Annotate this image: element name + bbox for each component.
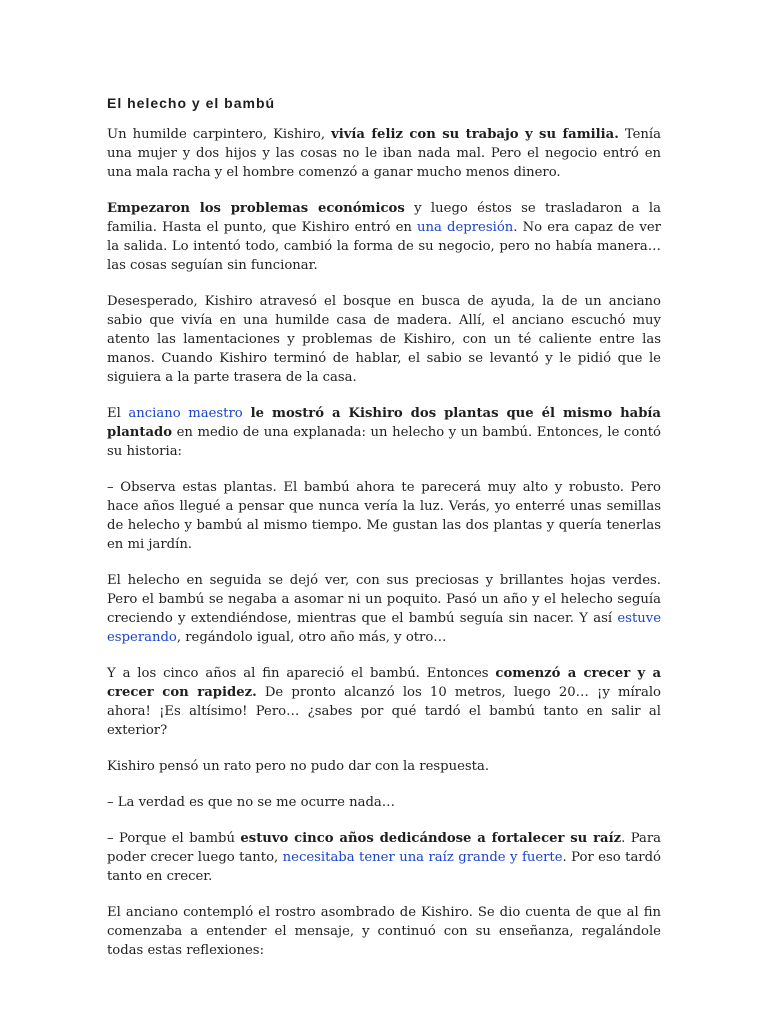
paragraph [107, 829, 661, 886]
text-run: Y a los cinco años al fin apareció el bambú. Entonces [107, 666, 496, 681]
text-run: . Por eso tardó tanto en crecer. [107, 850, 661, 884]
text-run: . Para poder crecer luego tanto, [107, 831, 661, 865]
paragraph [107, 571, 661, 647]
text-run: – Observa estas plantas. El bambú ahora te parecerá muy alto y robusto. Pero hace años llegué a pensar que nunca vería la luz. Verás, yo enterré unas semillas de helecho y bambú al mismo tiempo. Me gustan las dos plantas y quería tenerlas en mi jardín. [107, 480, 661, 552]
text-link[interactable]: anciano maestro [128, 406, 243, 421]
text-run: El [107, 406, 129, 421]
text-run: – La verdad es que no se me ocurre nada… [107, 795, 395, 810]
text-run: De pronto alcanzó los 10 metros, luego 20… ¡y míralo ahora! ¡Es altísimo! Pero… ¿sabes por qué tardó el bambú tanto en salir al exterior? [107, 685, 661, 738]
document-title: El helecho y el bambú [107, 95, 276, 111]
text-link[interactable]: estuve esperando [107, 611, 661, 645]
paragraph [107, 793, 661, 812]
text-link[interactable]: necesitaba tener una raíz grande y fuerte [282, 850, 563, 865]
text-run: Un humilde carpintero, Kishiro, [107, 127, 332, 142]
text-run: El helecho en seguida se dejó ver, con sus preciosas y brillantes hojas verdes. Pero el bambú se negaba a asomar ni un poquito. Pasó un año y el helecho seguía creciendo y extendiéndose, mientras que el bambú seguía sin nacer. Y así [107, 573, 661, 626]
text-link[interactable]: una depresión [417, 220, 514, 235]
bold-text: le mostró a Kishiro dos plantas que él mismo había plantado [107, 406, 661, 440]
bold-text: Empezaron los problemas económicos [107, 201, 405, 216]
paragraph [107, 404, 661, 461]
paragraph [107, 664, 661, 740]
paragraph [107, 292, 661, 387]
paragraph [107, 125, 661, 182]
text-run: Desesperado, Kishiro atravesó el bosque en busca de ayuda, la de un anciano sabio que vivía en una humilde casa de madera. Allí, el anciano escuchó muy atento las lamentaciones y problemas de Kishiro, con un té caliente entre las manos. Cuando Kishiro terminó de hablar, el sabio se levantó y le pidió que le siguiera a la parte trasera de la casa. [107, 294, 661, 385]
text-run: Tenía una mujer y dos hijos y las cosas no le iban nada mal. Pero el negocio entró en una mala racha y el hombre comenzó a ganar mucho menos dinero. [107, 127, 661, 180]
text-run: en medio de una explanada: un helecho y un bambú. Entonces, le contó su historia: [107, 425, 661, 459]
paragraph [107, 757, 661, 776]
text-run: El anciano contempló el rostro asombrado de Kishiro. Se dio cuenta de que al fin comenzaba a entender el mensaje, y continuó con su enseñanza, regalándole todas estas reflexiones: [107, 905, 661, 958]
paragraph [107, 199, 661, 275]
text-run: , regándolo igual, otro año más, y otro… [176, 630, 447, 645]
text-run: – Porque el bambú [107, 831, 241, 846]
bold-text: vivía feliz con su trabajo y su familia. [331, 127, 619, 142]
paragraph [107, 478, 661, 554]
text-run: y luego éstos se trasladaron a la familia. Hasta el punto, que Kishiro entró en [107, 201, 662, 235]
document-body [107, 125, 661, 960]
text-run: . No era capaz de ver la salida. Lo intentó todo, cambió la forma de su negocio, pero no había manera… las cosas seguían sin funcionar. [107, 220, 661, 273]
paragraph [107, 903, 661, 960]
bold-text: estuvo cinco años dedicándose a fortalecer su raíz [240, 831, 622, 846]
bold-text: comenzó a crecer y a crecer con rapidez. [107, 666, 661, 700]
text-run: Kishiro pensó un rato pero no pudo dar con la respuesta. [107, 759, 490, 774]
